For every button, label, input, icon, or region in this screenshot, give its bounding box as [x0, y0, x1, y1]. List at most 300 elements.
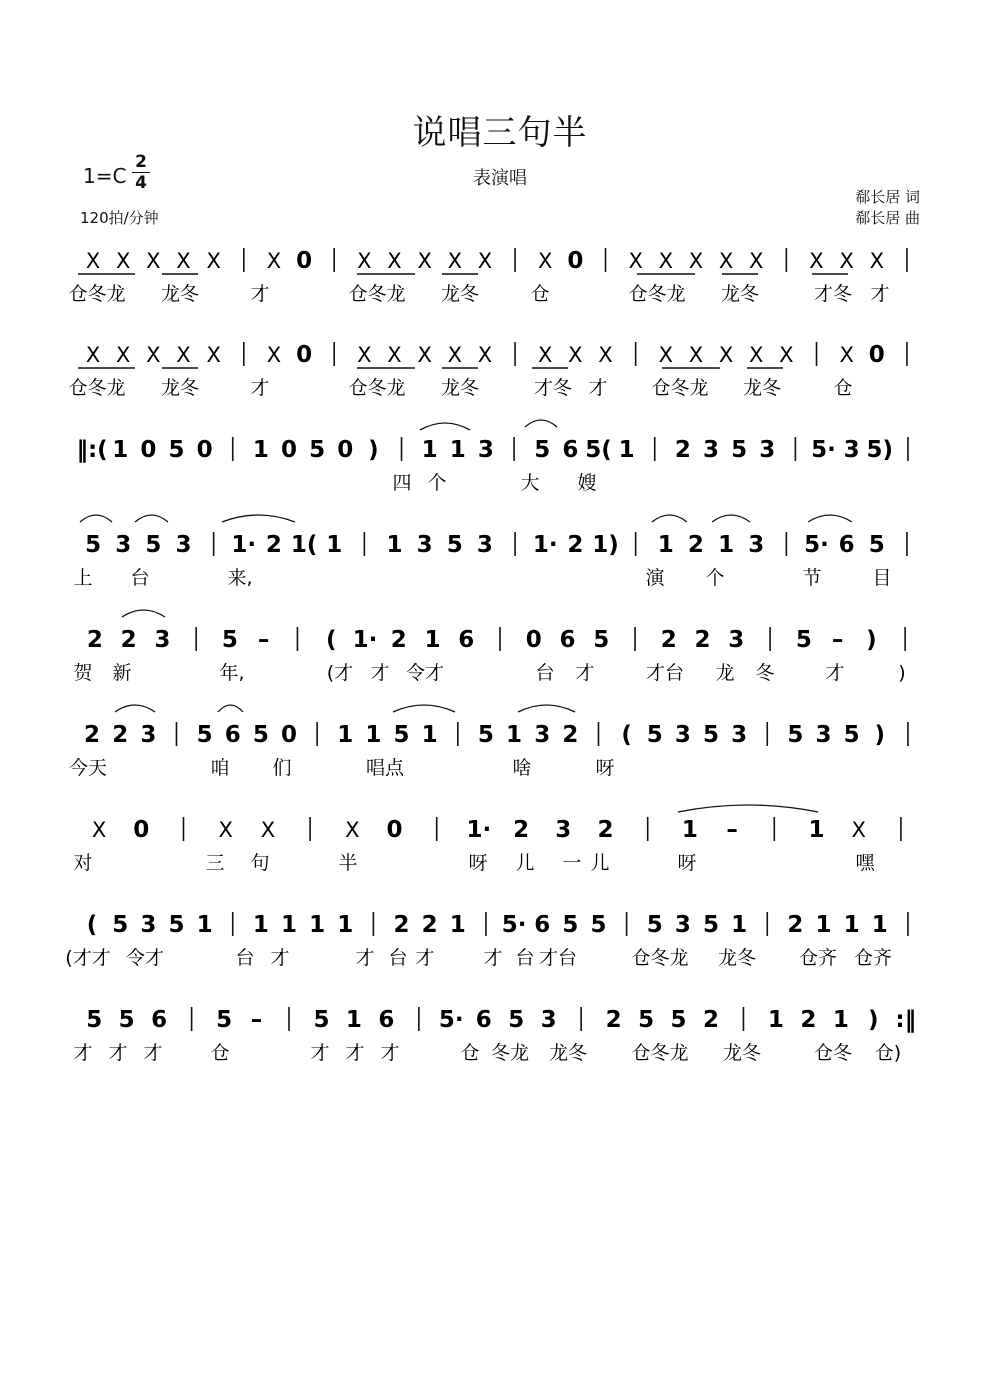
lyric-syllable: 唱点	[365, 757, 405, 779]
melody-note: 3	[759, 437, 776, 463]
lyric-syllable: 半	[338, 852, 358, 874]
melody-note: 5(	[585, 437, 612, 463]
lyric-syllable: 仓冬龙	[348, 283, 406, 305]
melody-note: 1	[252, 912, 269, 938]
melody-note: 5	[868, 532, 885, 558]
melody-note: 2	[687, 532, 704, 558]
lyric-syllable: 儿	[590, 852, 610, 874]
lyric-syllable: 台	[535, 662, 555, 684]
lyric-syllable: 令才	[125, 947, 165, 969]
melody-note: 5	[393, 722, 410, 748]
slur	[420, 423, 470, 430]
melody-note: 2	[660, 627, 677, 653]
score-row-5	[73, 627, 905, 684]
melody-note: 6	[224, 722, 241, 748]
melody-note: 6	[378, 1007, 395, 1033]
lyric-syllable: 今天	[68, 757, 108, 779]
melody-note: :‖	[895, 1007, 917, 1033]
lyric-syllable: 龙冬	[160, 377, 200, 399]
lyric-syllable: 仓冬龙	[628, 283, 686, 305]
melody-note: 5	[508, 1007, 525, 1033]
lyric-syllable: 台	[235, 947, 255, 969]
melody-note: 2	[265, 532, 282, 558]
melody-note: 1	[112, 437, 129, 463]
lyric-syllable: 嘿	[855, 852, 875, 874]
score-row-8	[65, 912, 908, 969]
lyric-syllable: 才	[483, 947, 503, 969]
lyric-syllable: 台	[515, 947, 535, 969]
melody-note: 6	[458, 627, 475, 653]
melody-note: 5	[702, 912, 720, 938]
melody-note: 5	[85, 532, 102, 558]
lyric-syllable: 仓)	[874, 1042, 902, 1064]
lyric-syllable: 才	[250, 377, 270, 399]
melody-note: 3	[843, 437, 860, 463]
melody-note: 5	[313, 1007, 330, 1033]
percussion-note: X	[417, 249, 432, 273]
melody-note: 2	[390, 627, 407, 653]
lyric-syllable: 冬龙	[490, 1042, 530, 1064]
lyric-syllable: 令才	[405, 662, 445, 684]
percussion-note: X	[146, 249, 161, 273]
lyric-syllable: 仓冬龙	[68, 283, 126, 305]
lyric-syllable: 龙冬	[722, 1042, 762, 1064]
melody-note: 3	[731, 722, 748, 748]
melody-note: 1·	[352, 627, 378, 653]
lyric-syllable: 儿	[515, 852, 535, 874]
melody-note: 1	[337, 912, 354, 938]
percussion-note: X	[206, 249, 221, 273]
percussion-note: X	[260, 818, 276, 842]
percussion-note: X	[146, 343, 161, 367]
melody-note: 5	[252, 722, 269, 748]
lyric-syllable: 才	[143, 1042, 163, 1064]
melody-note: (	[621, 722, 632, 748]
melody-note: 5·	[804, 532, 829, 558]
melody-note: 0	[296, 342, 313, 368]
lyric-syllable: 龙冬	[720, 283, 760, 305]
lyric-syllable: 台	[130, 567, 150, 589]
lyric-syllable: 才冬	[813, 283, 853, 305]
melody-note: 1	[421, 722, 438, 748]
percussion-note: X	[266, 249, 282, 273]
melody-note: 5	[590, 912, 607, 938]
melody-note: 3	[702, 437, 720, 463]
melody-note: 1	[767, 1007, 784, 1033]
lyric-syllable: 啥	[512, 757, 532, 779]
melody-note: 1	[843, 912, 860, 938]
melody-note: 5	[787, 722, 804, 748]
lyric-syllable: 仓	[460, 1042, 480, 1064]
lyric-syllable: 咱	[210, 757, 230, 779]
key-signature: 1=C	[83, 164, 127, 188]
percussion-note: X	[218, 818, 233, 842]
melody-note: 5	[534, 437, 551, 463]
melody-note: 5	[196, 722, 213, 748]
lyric-syllable: 才	[825, 662, 845, 684]
melody-note: 1	[731, 912, 748, 938]
melody-note: 3	[140, 912, 157, 938]
melody-note: 5	[446, 532, 463, 558]
melody-note: 6	[475, 1007, 492, 1033]
melody-note: 2	[567, 532, 584, 558]
percussion-note: X	[176, 343, 191, 367]
melody-note: 2	[800, 1007, 817, 1033]
melody-note: 3	[477, 437, 494, 463]
lyric-syllable: 龙冬	[160, 283, 200, 305]
score-row-9	[73, 1007, 916, 1064]
melody-note: 1)	[592, 532, 619, 558]
percussion-note: X	[91, 818, 107, 842]
percussion-note: X	[447, 343, 462, 367]
lyric-syllable: 贺	[73, 662, 93, 684]
lyric-syllable: 呀	[595, 757, 615, 779]
lyric-syllable: 才	[345, 1042, 365, 1064]
melody-note: 1	[681, 817, 698, 843]
melody-note: 6	[562, 437, 579, 463]
melody-note: –	[257, 627, 270, 653]
melody-note: 5	[221, 627, 238, 653]
melody-note: 1	[808, 817, 825, 843]
lyric-syllable: 目	[872, 567, 892, 589]
percussion-note: X	[779, 343, 794, 367]
percussion-note: X	[266, 343, 282, 367]
percussion-note: X	[688, 343, 704, 367]
slur	[135, 515, 168, 522]
lyric-syllable: 仓冬龙	[68, 377, 126, 399]
slur	[80, 515, 112, 522]
melody-note: 5	[731, 437, 748, 463]
percussion-note: X	[598, 343, 613, 367]
score-row-2	[68, 342, 906, 399]
lyric-syllable: 三	[205, 852, 225, 874]
melody-note: 5	[593, 627, 610, 653]
melody-note: 3	[154, 627, 171, 653]
lyric-syllable: 龙冬	[717, 947, 757, 969]
lyric-syllable: 才台	[645, 662, 685, 684]
lyric-syllable: 才台	[538, 947, 578, 969]
percussion-note: X	[628, 249, 643, 273]
melody-note: 5	[118, 1007, 135, 1033]
melody-note: 6	[534, 912, 551, 938]
time-signature-top: 2	[135, 152, 147, 172]
melody-note: 1	[718, 532, 735, 558]
percussion-note: X	[538, 343, 553, 367]
melody-note: 3	[540, 1007, 557, 1033]
melody-note: 1(	[290, 532, 318, 558]
lyric-syllable: 才	[370, 662, 390, 684]
melody-note: 5·	[501, 912, 527, 938]
lyric-syllable: 才	[73, 1042, 93, 1064]
time-signature-bottom: 4	[132, 172, 150, 193]
lyric-syllable: 才冬	[533, 377, 573, 399]
slur	[525, 420, 557, 427]
lyric-syllable: 们	[272, 757, 292, 779]
melody-note: 1	[657, 532, 674, 558]
lyric-syllable: 龙冬	[440, 283, 480, 305]
melody-note: 2	[605, 1007, 622, 1033]
melody-note: 2	[597, 817, 614, 843]
percussion-note: X	[809, 249, 824, 273]
lyric-syllable: 仓齐	[853, 947, 893, 969]
melody-note: 0	[337, 437, 354, 463]
melody-note: 5	[216, 1007, 233, 1033]
melody-note: 2	[112, 722, 129, 748]
score-row-4	[73, 532, 906, 589]
melody-note: 0	[280, 722, 298, 748]
percussion-note: X	[688, 249, 704, 273]
melody-note: 1·	[532, 532, 558, 558]
melody-note: 1	[424, 627, 441, 653]
percussion-note: X	[658, 249, 673, 273]
melody-note: 5	[309, 437, 326, 463]
melody-note: 5)	[866, 437, 894, 463]
melody-note: –	[831, 627, 844, 653]
percussion-note: X	[658, 343, 673, 367]
percussion-note: X	[417, 343, 432, 367]
melody-note: 3	[534, 722, 551, 748]
melody-note: 0	[296, 248, 313, 274]
melody-note: 5	[638, 1007, 655, 1033]
melody-note: –	[250, 1007, 263, 1033]
lyric-syllable: 新	[112, 662, 132, 684]
melody-note: 0	[140, 437, 157, 463]
lyric-syllable: 龙冬	[440, 377, 480, 399]
slur	[652, 515, 687, 522]
percussion-note: X	[85, 343, 101, 367]
melody-note: 3	[748, 532, 765, 558]
melody-note: 5	[168, 437, 185, 463]
percussion-note: X	[718, 249, 734, 273]
percussion-note: X	[538, 249, 553, 273]
melody-note: 5	[112, 912, 129, 938]
lyricist-credit: 郗长居 词	[855, 188, 920, 206]
melody-note: 1	[196, 912, 213, 938]
melody-note: 2	[393, 912, 410, 938]
melody-note: 1	[449, 912, 466, 938]
lyric-syllable: 台	[388, 947, 408, 969]
slur	[122, 610, 165, 617]
melody-note: 3	[140, 722, 157, 748]
percussion-note: X	[206, 343, 221, 367]
melody-note: 1	[337, 722, 354, 748]
lyric-syllable: 才	[380, 1042, 400, 1064]
lyric-syllable: 个	[705, 567, 725, 589]
melody-note: 1·	[466, 817, 492, 843]
melody-note: 6	[838, 532, 855, 558]
percussion-note: X	[568, 343, 583, 367]
melody-note: 3	[815, 722, 832, 748]
melody-note: 0	[133, 817, 150, 843]
lyric-syllable: 才	[575, 662, 595, 684]
melody-note: 5	[646, 722, 663, 748]
lyric-syllable: 才	[588, 377, 608, 399]
melody-note: –	[726, 817, 738, 843]
lyric-syllable: 年,	[219, 662, 245, 684]
lyric-syllable: 仓	[530, 283, 550, 305]
melody-note: )	[368, 437, 379, 463]
percussion-note: X	[839, 343, 854, 367]
lyric-syllable: 仓齐	[798, 947, 838, 969]
lyric-syllable: 龙冬	[548, 1042, 588, 1064]
lyric-syllable: 才	[310, 1042, 330, 1064]
slur	[222, 515, 295, 522]
lyric-syllable: 龙冬	[742, 377, 782, 399]
percussion-note: X	[357, 249, 372, 273]
melody-note: 1	[252, 437, 269, 463]
melody-note: 3	[674, 722, 691, 748]
lyric-syllable: 才	[355, 947, 375, 969]
percussion-note: X	[851, 818, 866, 842]
melody-note: 5	[646, 912, 663, 938]
melody-note: 5·	[811, 437, 836, 463]
melody-note: 5	[145, 532, 162, 558]
lyric-syllable: 呀	[677, 852, 697, 874]
lyric-syllable: 仓冬龙	[631, 947, 689, 969]
percussion-note: X	[477, 343, 493, 367]
lyric-syllable: 大	[520, 472, 540, 494]
melody-note: )	[866, 627, 877, 653]
percussion-note: X	[839, 249, 854, 273]
percussion-note: X	[718, 343, 734, 367]
lyric-syllable: 句	[250, 852, 270, 874]
performance-type: 表演唱	[473, 168, 527, 189]
melody-note: )	[868, 1007, 879, 1033]
percussion-note: X	[116, 343, 131, 367]
percussion-note: X	[176, 249, 191, 273]
melody-note: 5	[168, 912, 185, 938]
lyric-syllable: 才	[270, 947, 290, 969]
lyric-syllable: (才	[326, 662, 354, 684]
melody-note: 1	[280, 912, 298, 938]
melody-note: 3	[555, 817, 572, 843]
melody-note: 1	[309, 912, 326, 938]
lyric-syllable: 个	[427, 472, 447, 494]
melody-note: 5	[86, 1007, 103, 1033]
slur	[678, 805, 818, 812]
melody-note: 2	[787, 912, 804, 938]
melody-note: 2	[702, 1007, 720, 1033]
melody-note: 6	[559, 627, 576, 653]
melody-note: 0	[525, 627, 542, 653]
percussion-note: X	[447, 249, 462, 273]
lyric-syllable: 龙	[715, 662, 735, 684]
percussion-note: X	[749, 249, 764, 273]
slur	[115, 705, 155, 712]
melody-note: 3	[728, 627, 745, 653]
melody-note: 1	[386, 532, 403, 558]
melody-note: 2	[513, 817, 530, 843]
melody-note: 1	[506, 722, 523, 748]
melody-note: 5	[477, 722, 494, 748]
melody-note: 2	[562, 722, 579, 748]
slur	[518, 705, 575, 712]
lyric-syllable: 仓冬	[813, 1042, 853, 1064]
melody-note: 2	[84, 722, 101, 748]
score-row-3	[76, 437, 907, 494]
melody-note: 0	[868, 342, 885, 368]
lyric-syllable: 对	[73, 852, 93, 874]
score-row-1	[68, 248, 906, 305]
lyric-syllable: 节	[802, 567, 822, 589]
melody-note: 1	[618, 437, 635, 463]
percussion-note: X	[477, 249, 493, 273]
melody-note: 1	[345, 1007, 362, 1033]
melody-note: 5	[562, 912, 579, 938]
lyric-syllable: 上	[73, 567, 93, 589]
score-row-7	[73, 817, 900, 874]
melody-note: 3	[476, 532, 493, 558]
melody-note: 3	[115, 532, 132, 558]
slur	[218, 705, 243, 712]
melody-note: ‖:(	[76, 437, 108, 463]
percussion-note: X	[749, 343, 764, 367]
lyric-syllable: 才	[870, 283, 890, 305]
melody-note: 6	[151, 1007, 168, 1033]
slur	[808, 515, 852, 522]
percussion-note: X	[357, 343, 372, 367]
melody-note: )	[874, 722, 886, 748]
lyric-syllable: 一	[562, 852, 582, 874]
melody-note: 1	[815, 912, 832, 938]
melody-note: 2	[694, 627, 711, 653]
melody-note: 1	[326, 532, 343, 558]
melody-note: 3	[416, 532, 433, 558]
lyric-syllable: 仓	[210, 1042, 230, 1064]
melody-note: 2	[120, 627, 137, 653]
percussion-note: X	[869, 249, 884, 273]
melody-note: 2	[674, 437, 691, 463]
melody-note: 5	[702, 722, 720, 748]
lyric-syllable: 仓冬龙	[651, 377, 709, 399]
lyric-syllable: 才	[108, 1042, 128, 1064]
melody-note: 5·	[438, 1007, 464, 1033]
melody-note: 3	[175, 532, 192, 558]
percussion-note: X	[387, 249, 402, 273]
song-title: 说唱三句半	[412, 113, 588, 153]
lyric-syllable: 冬	[755, 662, 775, 684]
lyric-syllable: 嫂	[577, 472, 597, 494]
lyric-syllable: 才	[415, 947, 435, 969]
lyric-syllable: 来,	[227, 567, 253, 589]
slur	[712, 515, 750, 522]
melody-note: 5	[843, 722, 860, 748]
lyric-syllable: 仓冬龙	[348, 377, 406, 399]
percussion-note: X	[116, 249, 131, 273]
percussion-note: X	[345, 818, 360, 842]
composer-credit: 郗长居 曲	[855, 209, 920, 227]
lyric-syllable: )	[898, 662, 906, 684]
percussion-note: X	[85, 249, 101, 273]
melody-note: 5	[670, 1007, 687, 1033]
slur	[393, 705, 455, 712]
lyric-syllable: 呀	[468, 852, 488, 874]
lyric-syllable: 才	[250, 283, 270, 305]
melody-note: 2	[86, 627, 103, 653]
melody-note: 1·	[231, 532, 257, 558]
lyric-syllable: (才才	[65, 947, 111, 969]
melody-note: 1	[832, 1007, 849, 1033]
lyric-syllable: 演	[645, 567, 665, 589]
melody-note: 3	[674, 912, 691, 938]
melody-note: 0	[280, 437, 298, 463]
melody-note: 0	[196, 437, 213, 463]
melody-note: 2	[421, 912, 438, 938]
tempo-marking: 120拍/分钟	[80, 209, 159, 227]
melody-note: (	[325, 627, 337, 653]
percussion-note: X	[387, 343, 402, 367]
melody-note: 0	[386, 817, 403, 843]
